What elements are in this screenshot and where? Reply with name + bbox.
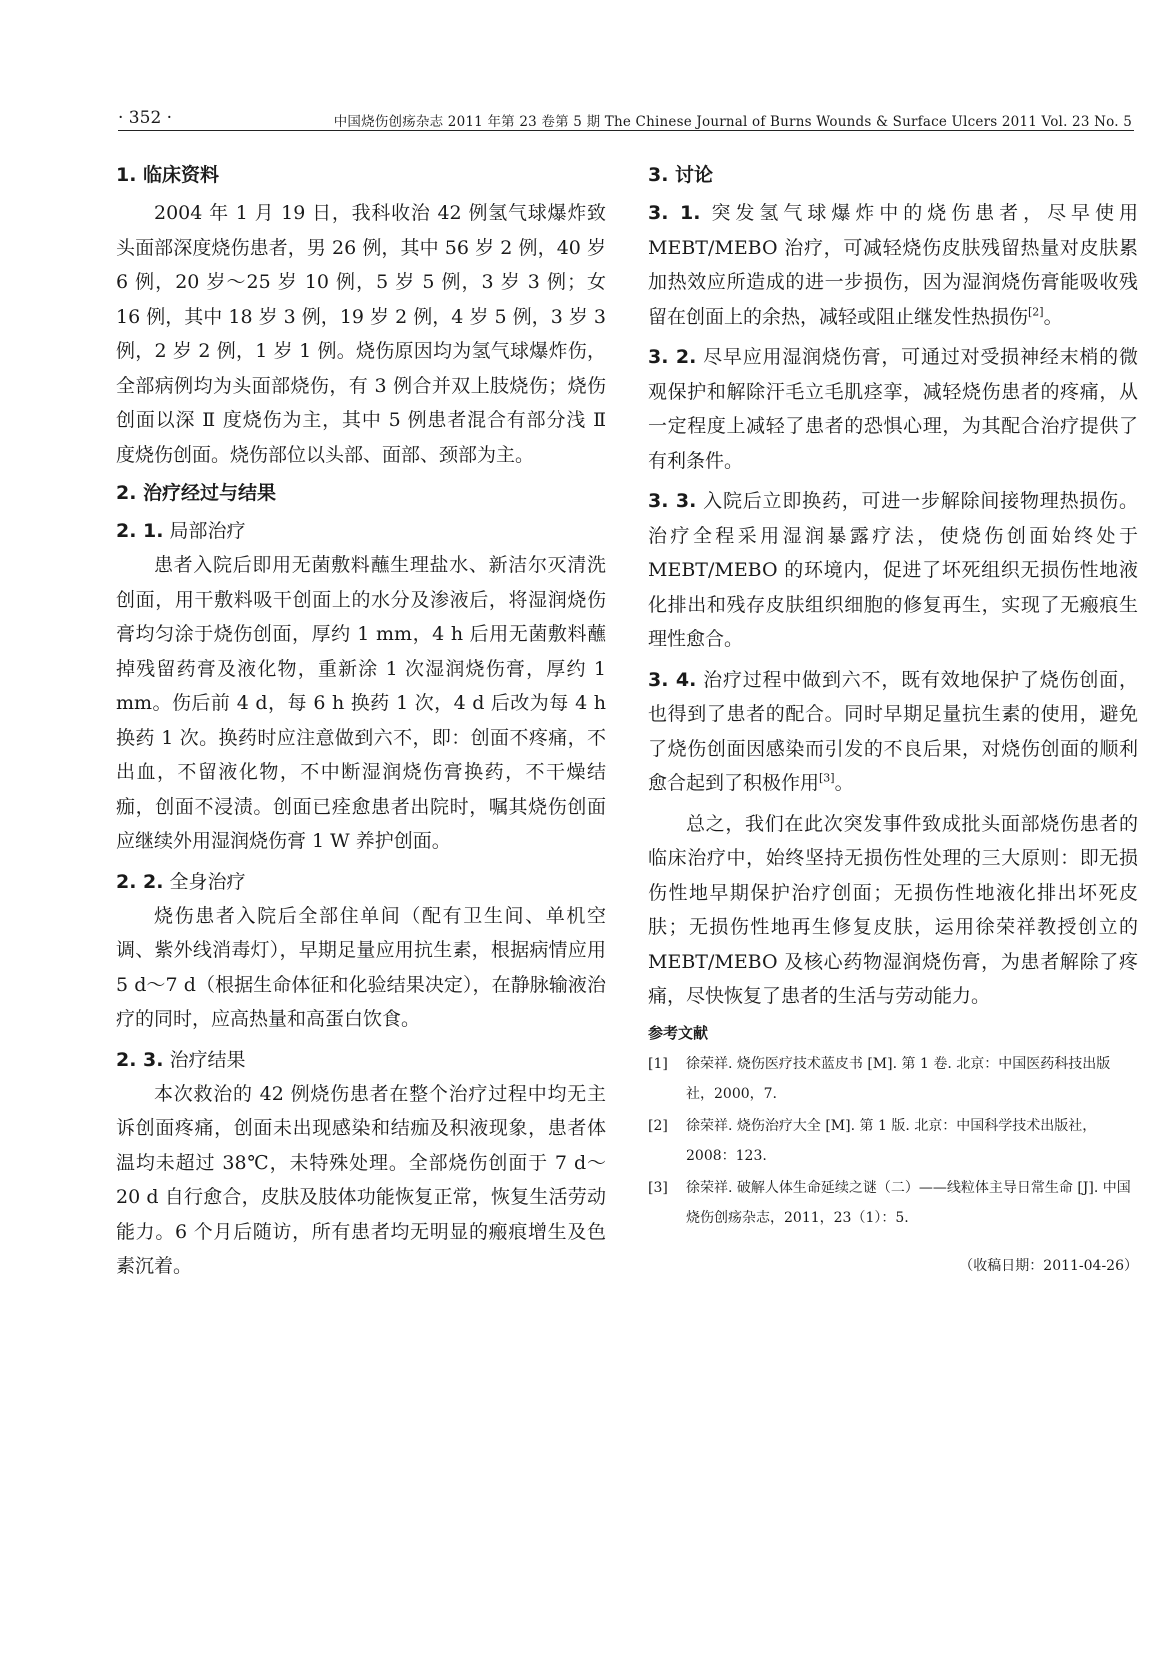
citation-ref-2[interactable]: [2]	[1028, 305, 1044, 319]
discussion-point-3-4: 3. 4. 治疗过程中做到六不，既有效地保护了烧伤创面，也得到了患者的配合。同时早期足量抗生素的使用，避免了烧伤创面因感染而引发的不良后果，对烧伤创面的顺利愈合起到了积极作用[3]。	[648, 668, 1138, 794]
subsection-2-1-title: 2. 1. 局部治疗	[116, 520, 246, 542]
discussion-point-3-2: 3. 2. 尽早应用湿润烧伤膏，可通过对受损神经末梢的微观保护和解除汗毛立毛肌痉挛，减轻烧伤患者的疼痛，从一定程度上减轻了患者的恐惧心理，为其配合治疗提供了有利条件。	[648, 346, 1138, 472]
right-column	[648, 160, 1138, 1275]
page-number: · 352 ·	[118, 108, 173, 128]
reference-item: [3] 徐荣祥. 破解人体生命延续之谜（二）——线粒体主导日常生命 [J]. 中国烧伤创疡杂志，2011，23（1）：5.	[648, 1179, 1131, 1226]
section-1-title: 1. 临床资料	[116, 164, 220, 186]
subsection-2-3-title: 2. 3. 治疗结果	[116, 1048, 246, 1071]
running-header	[118, 108, 1134, 131]
section-1-paragraph: 2004 年 1 月 19 日，我科收治 42 例氢气球爆炸致头面部深度烧伤患者，男 26 例，其中 56 岁 2 例，40 岁 6 例，20 岁～25 岁 10 例，5 岁 5 例，3 岁 3 例；女 16 例，其中 18 岁 3 例，19 岁 2 例，4 岁 5 例，3 岁 3 例，2 岁 2 例，1 岁 1 例。烧伤原因均为氢气球爆炸伤，全部病例均为头面部烧伤，有 3 例合并双上肢烧伤；烧伤创面以深 Ⅱ 度烧伤为主，其中 5 例患者混合有部分浅 Ⅱ 度烧伤创面。烧伤部位以头部、面部、颈部为主。	[116, 202, 606, 466]
conclusion-paragraph: 总之，我们在此次突发事件致成批头面部烧伤患者的临床治疗中，始终坚持无损伤性处理的三大原则：即无损伤性地早期保护治疗创面；无损伤性地液化排出坏死皮肤；无损伤性地再生修复皮肤，运用徐荣祥教授创立的 MEBT/MEBO 及核心药物湿润烧伤膏，为患者解除了疼痛，尽快恢复了患者的生活与劳动能力。	[648, 812, 1138, 1007]
discussion-point-3-1: 3. 1. 突发氢气球爆炸中的烧伤患者，尽早使用 MEBT/MEBO 治疗，可减轻烧伤皮肤残留热量对皮肤累加热效应所造成的进一步损伤，因为湿润烧伤膏能吸收残留在创面上的余热，减轻或阻止继发性热损伤[2]。	[648, 202, 1138, 328]
discussion-point-3-3: 3. 3. 入院后立即换药，可进一步解除间接物理热损伤。治疗全程采用湿润暴露疗法，使烧伤创面始终处于 MEBT/MEBO 的环境内，促进了坏死组织无损伤性地液化排出和残存皮肤组织细胞的修复再生，实现了无瘢痕生理性愈合。	[648, 490, 1138, 650]
received-date: （收稿日期：2011-04-26）	[959, 1257, 1138, 1274]
subsection-2-1-paragraph: 患者入院后即用无菌敷料蘸生理盐水、新洁尔灭清洗创面，用干敷料吸干创面上的水分及渗液后，将湿润烧伤膏均匀涂于烧伤创面，厚约 1 mm，4 h 后用无菌敷料蘸掉残留药膏及液化物，重新涂 1 次湿润烧伤膏，厚约 1 mm。伤后前 4 d，每 6 h 换药 1 次，4 d 后改为每 4 h 换药 1 次。换药时应注意做到六不，即：创面不疼痛，不出血，不留液化物，不中断湿润烧伤膏换药，不干燥结痂，创面不浸渍。创面已痊愈患者出院时，嘱其烧伤创面应继续外用湿润烧伤膏 1 W 养护创面。	[116, 554, 606, 852]
subsection-2-3-paragraph: 本次救治的 42 例烧伤患者在整个治疗过程中均无主诉创面疼痛，创面未出现感染和结痂及积液现象，患者体温均未超过 38℃，未特殊处理。全部烧伤创面于 7 d～20 d 自行愈合，皮肤及肢体功能恢复正常，恢复生活劳动能力。6 个月后随访，所有患者均无明显的瘢痕增生及色素沉着。	[116, 1082, 606, 1277]
citation-ref-3[interactable]: [3]	[819, 771, 835, 785]
section-3-title: 3. 讨论	[648, 164, 714, 186]
reference-item: [1] 徐荣祥. 烧伤医疗技术蓝皮书 [M]. 第 1 卷. 北京：中国医药科技出版社，2000，7.	[648, 1055, 1111, 1102]
subsection-2-2-title: 2. 2. 全身治疗	[116, 870, 246, 893]
reference-item: [2] 徐荣祥. 烧伤治疗大全 [M]. 第 1 版. 北京：中国科学技术出版社，2008：123.	[648, 1117, 1097, 1164]
subsection-2-2-paragraph: 烧伤患者入院后全部住单间（配有卫生间、单机空调、紫外线消毒灯），早期足量应用抗生素，根据病情应用 5 d～7 d（根据生命体征和化验结果决定），在静脉输液治疗的同时，应高热量和高蛋白饮食。	[116, 904, 606, 1030]
journal-citation: 中国烧伤创疡杂志 2011 年第 23 卷第 5 期 The Chinese Journal of Burns Wounds & Surface Ulcers 2011 Vol. 23 No. 5	[333, 114, 1132, 130]
references-title: 参考文献	[648, 1023, 709, 1042]
left-column	[116, 160, 606, 1290]
section-2-title: 2. 治疗经过与结果	[116, 482, 277, 504]
